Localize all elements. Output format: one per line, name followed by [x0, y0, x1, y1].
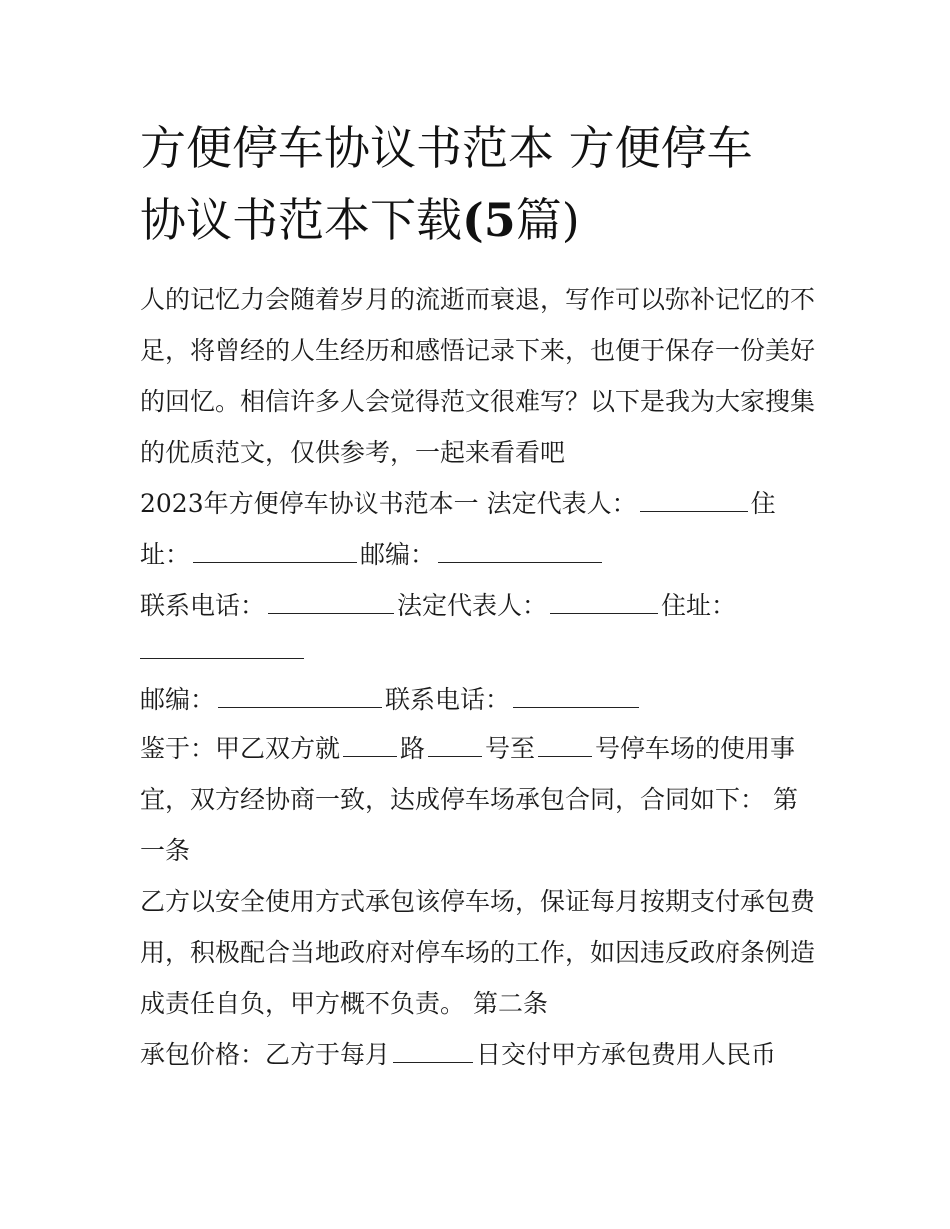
blank-payment-day [393, 1042, 473, 1063]
blank-postcode-b [218, 687, 382, 708]
title-line-2c: 篇) [515, 193, 580, 247]
contract-line-1: 2023年方便停车协议书范本一 法定代表人： 住 [140, 489, 776, 518]
intro-line-1: 人的记忆力会随着岁月的流逝而衰退，写作可以弥补记忆的不 [140, 285, 816, 314]
contract-line-9: 乙方以安全使用方式承包该停车场，保证每月按期支付承包费 [140, 887, 816, 916]
contract-line-11: 成责任自负，甲方概不负责。 第二条 [140, 989, 548, 1018]
intro-line-2: 足，将曾经的人生经历和感悟记录下来，也便于保存一份美好 [140, 336, 816, 365]
contract-line-4 [140, 634, 307, 668]
contract-line-12: 承包价格：乙方于每月 日交付甲方承包费用人民币 [140, 1040, 777, 1069]
blank-legal-rep-a [640, 491, 748, 512]
contract-line-6: 鉴于：甲乙双方就 路 号至 号停车场的使用事 [140, 734, 796, 763]
title-line-2b: (5 [462, 193, 516, 247]
blank-number-from [428, 736, 482, 757]
blank-address-a [193, 542, 357, 563]
blank-number-to [538, 736, 592, 757]
title-line-2a: 协议书范本下载 [140, 193, 462, 247]
contract-line-7: 宜，双方经协商一致，达成停车场承包合同，合同如下： 第 [140, 785, 798, 814]
contract-line-3: 联系电话： 法定代表人： 住址： [140, 591, 737, 620]
blank-phone-b [513, 687, 639, 708]
contract-line-10: 用，积极配合当地政府对停车场的工作，如因违反政府条例造 [140, 938, 816, 967]
blank-legal-rep-b [550, 593, 658, 614]
blank-phone-a [268, 593, 394, 614]
document-title [140, 112, 830, 256]
blank-road [343, 736, 397, 757]
contract-line-8: 一条 [140, 836, 191, 865]
intro-line-3: 的回忆。相信许多人会觉得范文很难写？以下是我为大家搜集 [140, 387, 816, 416]
contract-line-5: 邮编： 联系电话： [140, 683, 642, 717]
intro-line-4: 的优质范文，仅供参考，一起来看看吧 [140, 438, 566, 467]
blank-address-b [140, 638, 304, 659]
blank-postcode-a [438, 542, 602, 563]
title-line-1: 方便停车协议书范本 方便停车 [140, 121, 753, 175]
contract-line-2: 址： 邮编： [140, 538, 605, 572]
